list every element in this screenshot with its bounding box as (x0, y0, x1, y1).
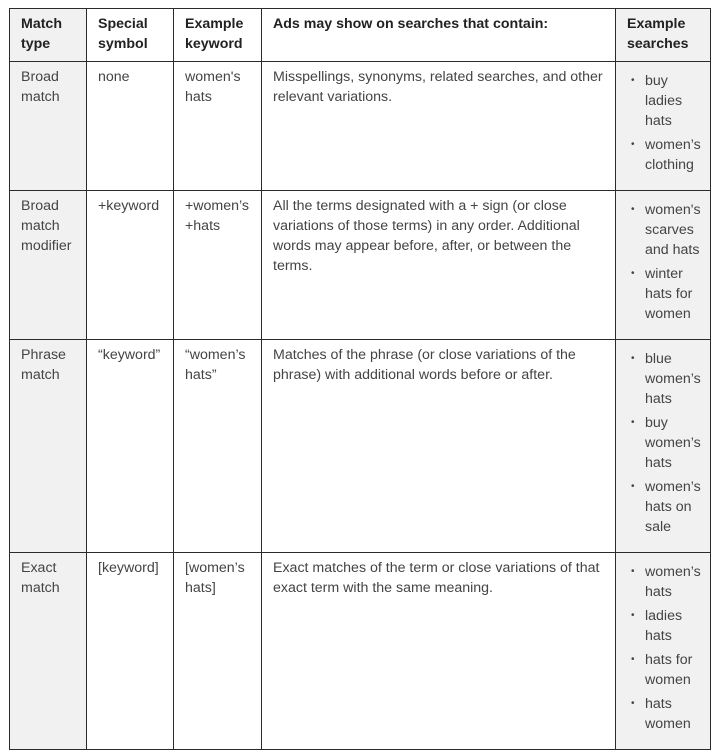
bullet-icon: • (631, 654, 635, 665)
bullet-icon: • (631, 610, 635, 621)
search-text: women’s hats (645, 564, 701, 600)
header-example-searches: Example searches (616, 9, 711, 62)
table-row (10, 340, 711, 553)
search-text: buy ladies hats (645, 73, 683, 129)
bullet-icon: • (631, 698, 635, 709)
header-special-symbol: Special symbol (87, 9, 174, 62)
cell-example-searches (616, 62, 711, 191)
cell-description: Matches of the phrase (or close variations of the phrase) with additional words before or after. (262, 340, 616, 553)
keyword-match-table-container (9, 8, 710, 750)
keyword-match-types-table (9, 8, 711, 750)
list-item (628, 606, 704, 646)
list-item (628, 650, 704, 690)
table-row (10, 191, 711, 340)
example-searches-list (628, 71, 704, 175)
search-text: blue women’s hats (645, 351, 701, 407)
search-text: women’s clothing (645, 137, 701, 173)
list-item (628, 349, 704, 409)
search-text: winter hats for women (645, 266, 693, 322)
header-example-keyword: Example keyword (174, 9, 262, 62)
list-item (628, 71, 704, 131)
list-item (628, 264, 704, 324)
list-item (628, 477, 704, 537)
cell-match-type: Phrase match (10, 340, 87, 553)
table-row (10, 62, 711, 191)
cell-special-symbol: none (87, 62, 174, 191)
search-text: ladies hats (645, 608, 683, 644)
cell-example-searches (616, 553, 711, 750)
example-searches-list (628, 562, 704, 734)
search-text: buy women’s hats (645, 415, 701, 471)
search-text: women’s hats on sale (645, 479, 701, 535)
cell-example-keyword: [women’s hats] (174, 553, 262, 750)
example-searches-list (628, 349, 704, 537)
search-text: women's scarves and hats (645, 202, 701, 258)
bullet-icon: • (631, 566, 635, 577)
bullet-icon: • (631, 353, 635, 364)
cell-description: All the terms designated with a + sign (or close variations of those terms) in any order. Additional words may appear before, after, or between the terms. (262, 191, 616, 340)
cell-example-keyword: +women’s +hats (174, 191, 262, 340)
bullet-icon: • (631, 268, 635, 279)
cell-special-symbol: +keyword (87, 191, 174, 340)
cell-example-keyword: “women’s hats” (174, 340, 262, 553)
cell-example-keyword: women's hats (174, 62, 262, 191)
header-match-type: Match type (10, 9, 87, 62)
cell-match-type: Broad match modifier (10, 191, 87, 340)
cell-description: Misspellings, synonyms, related searches, and other relevant variations. (262, 62, 616, 191)
list-item (628, 562, 704, 602)
bullet-icon: • (631, 75, 635, 86)
list-item (628, 413, 704, 473)
cell-example-searches (616, 340, 711, 553)
cell-match-type: Exact match (10, 553, 87, 750)
cell-example-searches (616, 191, 711, 340)
list-item (628, 135, 704, 175)
cell-match-type: Broad match (10, 62, 87, 191)
bullet-icon: • (631, 204, 635, 215)
table-header-row (10, 9, 711, 62)
cell-description: Exact matches of the term or close variations of that exact term with the same meaning. (262, 553, 616, 750)
table-row (10, 553, 711, 750)
list-item (628, 200, 704, 260)
header-ads-may-show: Ads may show on searches that contain: (262, 9, 616, 62)
search-text: hats women (645, 696, 691, 732)
search-text: hats for women (645, 652, 693, 688)
cell-special-symbol: “keyword” (87, 340, 174, 553)
bullet-icon: • (631, 481, 635, 492)
list-item (628, 694, 704, 734)
bullet-icon: • (631, 139, 635, 150)
bullet-icon: • (631, 417, 635, 428)
cell-special-symbol: [keyword] (87, 553, 174, 750)
example-searches-list (628, 200, 704, 324)
